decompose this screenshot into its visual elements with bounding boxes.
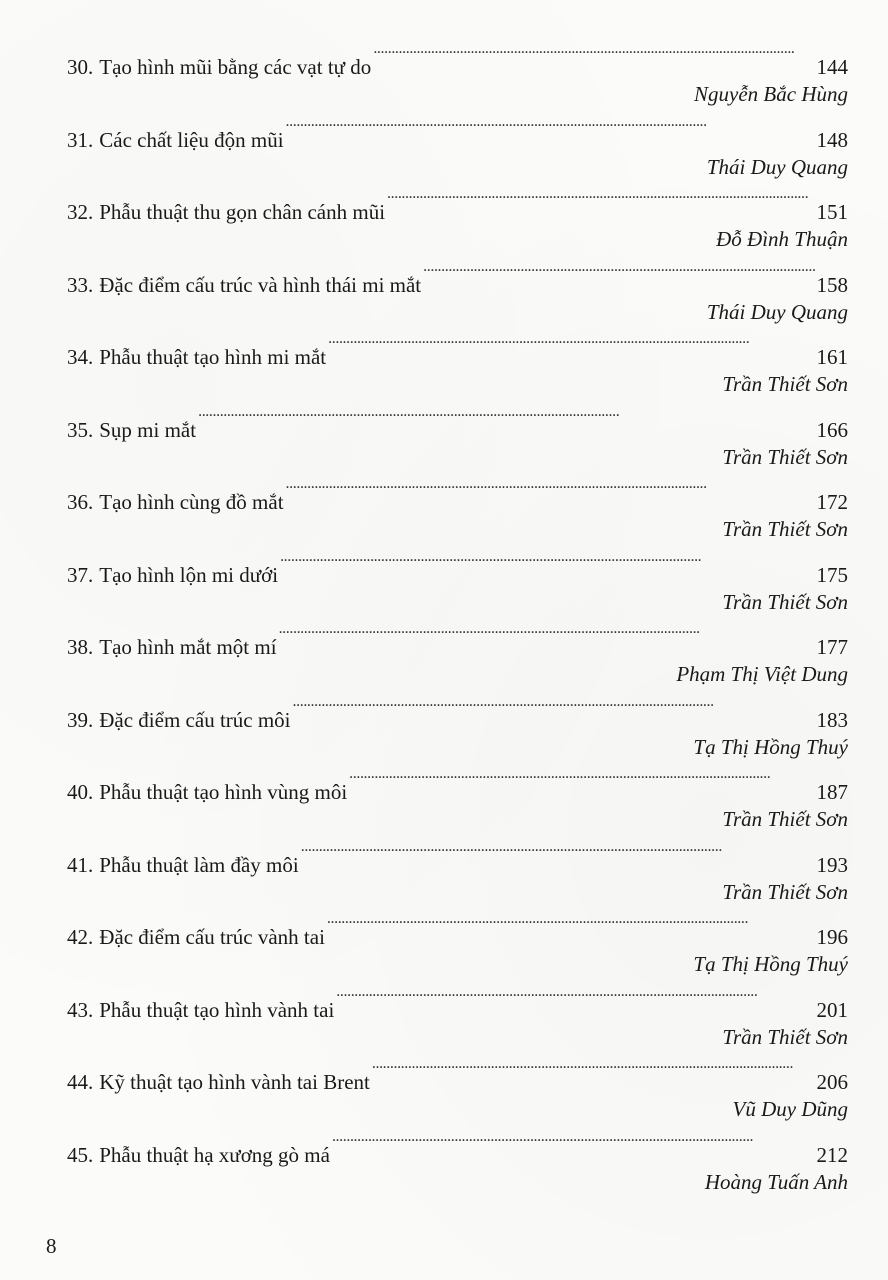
chapter-author: Trần Thiết Sơn xyxy=(722,879,848,904)
chapter-author: Tạ Thị Hồng Thuý xyxy=(693,952,848,976)
toc-entry xyxy=(67,695,848,768)
toc-entry xyxy=(67,767,848,840)
toc-entry xyxy=(67,912,848,985)
dot-leader xyxy=(332,1130,815,1162)
chapter-number: 37. xyxy=(67,562,94,587)
chapter-author: Đỗ Đình Thuận xyxy=(716,227,848,251)
toc-entry-line xyxy=(67,332,848,369)
chapter-title: Tạo hình mắt một mí xyxy=(99,635,277,659)
chapter-author: Trần Thiết Sơn xyxy=(722,1024,848,1049)
toc-entry-line xyxy=(67,985,848,1022)
chapter-number: 33. xyxy=(67,272,94,297)
chapter-author: Trần Thiết Sơn xyxy=(722,807,848,831)
chapter-author: Thái Duy Quang xyxy=(706,299,848,324)
chapter-author: Trần Thiết Sơn xyxy=(722,589,848,614)
chapter-page: 166 xyxy=(816,417,848,442)
dot-leader xyxy=(328,332,814,364)
dot-leader xyxy=(301,840,815,872)
chapter-number: 41. xyxy=(67,852,94,877)
chapter-author: Trần Thiết Sơn xyxy=(722,444,848,469)
chapter-number: 38. xyxy=(67,635,94,659)
dot-leader xyxy=(387,187,814,219)
chapter-author: Trần Thiết Sơn xyxy=(722,517,848,541)
chapter-page: 187 xyxy=(816,780,848,804)
chapter-title: Tạo hình mũi bằng các vạt tự do xyxy=(99,55,372,79)
chapter-author: Hoàng Tuấn Anh xyxy=(704,1169,848,1194)
toc-entry-line xyxy=(67,477,848,514)
chapter-page: 148 xyxy=(816,127,848,152)
chapter-author: Nguyễn Bắc Hùng xyxy=(694,82,848,106)
chapter-title: Phẫu thuật làm đầy môi xyxy=(99,852,299,877)
chapter-number: 42. xyxy=(67,925,94,949)
dot-leader xyxy=(349,767,814,799)
chapter-page: 183 xyxy=(816,707,848,732)
chapter-number: 31. xyxy=(67,127,94,152)
chapter-title: Phẫu thuật hạ xương gò má xyxy=(99,1142,330,1167)
toc-entry-line xyxy=(67,115,848,152)
toc-entry xyxy=(67,405,848,478)
chapter-title: Các chất liệu độn mũi xyxy=(99,127,284,152)
toc-entry xyxy=(67,1130,848,1203)
toc-entry xyxy=(67,550,848,623)
chapter-title: Sụp mi mắt xyxy=(99,417,197,442)
page-number: 8 xyxy=(46,1234,57,1258)
chapter-title: Phẫu thuật tạo hình mi mắt xyxy=(99,345,327,369)
toc-entry xyxy=(67,187,848,260)
chapter-title: Phẫu thuật tạo hình vành tai xyxy=(99,997,335,1022)
chapter-author: Tạ Thị Hồng Thuý xyxy=(693,734,848,759)
dot-leader xyxy=(286,477,815,509)
chapter-page: 151 xyxy=(816,200,848,224)
dot-leader xyxy=(293,695,815,727)
chapter-number: 44. xyxy=(67,1070,94,1094)
toc-entry-line xyxy=(67,1057,848,1094)
chapter-page: 161 xyxy=(816,345,848,369)
dot-leader xyxy=(336,985,814,1017)
chapter-page: 206 xyxy=(816,1070,848,1094)
chapter-title: Đặc điểm cấu trúc môi xyxy=(99,707,291,732)
toc-entry-line xyxy=(67,695,848,732)
toc-entry-line xyxy=(67,405,848,442)
chapter-page: 177 xyxy=(816,635,848,659)
toc-entry-line xyxy=(67,912,848,949)
toc-entry-line xyxy=(67,260,848,297)
chapter-number: 30. xyxy=(67,55,94,79)
dot-leader xyxy=(280,550,814,582)
chapter-page: 144 xyxy=(816,55,848,79)
chapter-number: 45. xyxy=(67,1142,94,1167)
dot-leader xyxy=(373,42,814,74)
toc-entry xyxy=(67,332,848,405)
toc-entry xyxy=(67,985,848,1058)
toc-entry-line xyxy=(67,187,848,224)
chapter-title: Tạo hình cùng đồ mắt xyxy=(99,490,284,514)
chapter-title: Kỹ thuật tạo hình vành tai Brent xyxy=(99,1070,370,1094)
toc-entry-line xyxy=(67,767,848,804)
toc-entry xyxy=(67,115,848,188)
dot-leader xyxy=(372,1057,815,1089)
chapter-title: Phẫu thuật thu gọn chân cánh mũi xyxy=(99,200,386,224)
dot-leader xyxy=(423,260,814,292)
chapter-title: Đặc điểm cấu trúc và hình thái mi mắt xyxy=(99,272,422,297)
chapter-page: 172 xyxy=(816,490,848,514)
chapter-author: Thái Duy Quang xyxy=(706,154,848,179)
chapter-title: Phẫu thuật tạo hình vùng môi xyxy=(99,780,348,804)
toc-entry-line xyxy=(67,1130,848,1167)
chapter-number: 43. xyxy=(67,997,94,1022)
toc-entry xyxy=(67,622,848,695)
dot-leader xyxy=(327,912,815,944)
chapter-page: 158 xyxy=(816,272,848,297)
chapter-number: 36. xyxy=(67,490,94,514)
chapter-page: 196 xyxy=(816,925,848,949)
chapter-title: Đặc điểm cấu trúc vành tai xyxy=(99,925,325,949)
chapter-number: 40. xyxy=(67,780,94,804)
toc-entry-line xyxy=(67,622,848,659)
chapter-number: 32. xyxy=(67,200,94,224)
toc-entry-line xyxy=(67,840,848,877)
chapter-number: 35. xyxy=(67,417,94,442)
chapter-number: 39. xyxy=(67,707,94,732)
chapter-author: Phạm Thị Việt Dung xyxy=(676,662,848,686)
dot-leader xyxy=(198,405,814,437)
toc-entry xyxy=(67,840,848,913)
chapter-page: 175 xyxy=(816,562,848,587)
chapter-page: 193 xyxy=(816,852,848,877)
dot-leader xyxy=(286,115,815,147)
toc-entry xyxy=(67,1057,848,1130)
dot-leader xyxy=(279,622,815,654)
toc-entry xyxy=(67,42,848,115)
chapter-author: Trần Thiết Sơn xyxy=(722,372,848,396)
chapter-title: Tạo hình lộn mi dưới xyxy=(99,562,279,587)
chapter-page: 212 xyxy=(816,1142,848,1167)
toc-entry-line xyxy=(67,42,848,79)
chapter-page: 201 xyxy=(816,997,848,1022)
chapter-number: 34. xyxy=(67,345,94,369)
chapter-author: Vũ Duy Dũng xyxy=(732,1097,848,1121)
table-of-contents xyxy=(67,42,848,1202)
toc-entry xyxy=(67,260,848,333)
toc-entry xyxy=(67,477,848,550)
toc-entry-line xyxy=(67,550,848,587)
